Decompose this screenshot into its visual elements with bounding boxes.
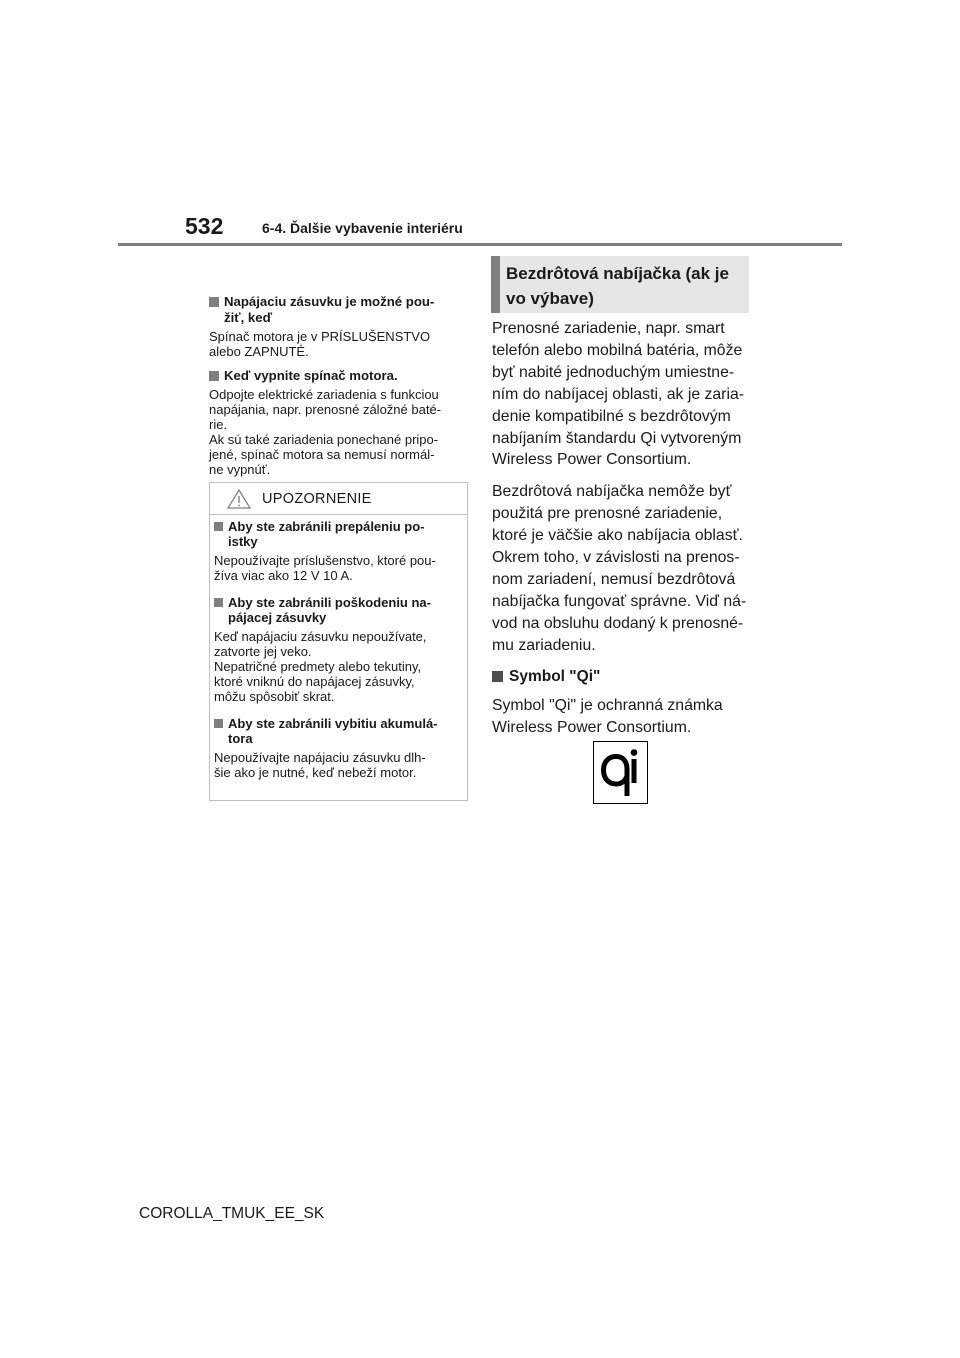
section-title: 6-4. Ďalšie vybavenie interiéru <box>262 220 463 236</box>
left-column <box>209 294 469 477</box>
paragraph: Odpojte elektrické zariadenia s funkciou napájania, napr. prenosné záložné baté- rie. Ak sú také zariadenia ponechané pripo- jené, spínač motora sa nemusí normál- ne vypnúť. <box>209 387 442 477</box>
subheading-text: Napájaciu zásuvku je možné pou- žiť, keď <box>224 294 435 325</box>
paragraph: Bezdrôtová nabíjačka nemôže byť použitá pre prenosné zariadenie, ktoré je väčšie ako nabíjacia oblasť. Okrem toho, v závislosti na prenos- nom zariadení, nemusí bezdrôtová nabíjačka fungovať správne. Viď ná- vod na obsluhu dodaný k prenosné- mu zariadeniu. <box>492 483 747 654</box>
warning-subheading-text: Aby ste zabránili poškodeniu na- pájacej zásuvky <box>228 595 431 625</box>
qi-logo-icon <box>594 742 647 803</box>
warning-paragraph: Keď napájaciu zásuvku nepoužívate, zatvorte jej veko. Nepatričné predmety alebo tekutiny, ktoré vniknú do napájacej zásuvky, môžu spôsobiť skrat. <box>214 629 427 704</box>
section-heading: Bezdrôtová nabíjačka (ak je vo výbave) <box>506 264 729 308</box>
subheading <box>492 667 754 687</box>
subheading <box>209 294 469 326</box>
subheading <box>209 368 469 384</box>
section-heading-box <box>491 256 749 313</box>
paragraph: Symbol "Qi" je ochranná známka Wireless Power Consortium. <box>492 696 723 736</box>
heading-accent-bar <box>491 256 500 313</box>
document-footer: COROLLA_TMUK_EE_SK <box>139 1205 325 1222</box>
warning-content <box>214 519 466 780</box>
warning-header <box>210 483 467 515</box>
header-divider <box>118 243 842 246</box>
warning-subheading <box>214 595 466 625</box>
warning-subheading-text: Aby ste zabránili vybitiu akumulá- tora <box>228 716 438 746</box>
warning-subheading <box>214 519 466 549</box>
right-column <box>492 318 754 738</box>
square-bullet-icon <box>214 598 223 607</box>
warning-subheading-text: Aby ste zabránili prepáleniu po- istky <box>228 519 425 549</box>
square-bullet-icon <box>209 297 219 307</box>
qi-logo-frame <box>593 741 648 804</box>
warning-triangle-icon <box>227 489 251 509</box>
subheading-text: Keď vypnite spínač motora. <box>224 368 398 383</box>
square-bullet-icon <box>492 671 503 682</box>
square-bullet-icon <box>214 719 223 728</box>
warning-subheading <box>214 716 466 746</box>
subheading-text: Symbol "Qi" <box>509 667 601 685</box>
paragraph: Prenosné zariadenie, napr. smart telefón alebo mobilná batéria, môže byť nabité jednoduchým umiestne- ním do nabíjacej oblasti, ak je zaria- denie kompatibilné s bezdrôtovým nabíjaním štandardu Qi vytvoreným Wireless Power Consortium. <box>492 320 745 469</box>
warning-box <box>209 482 468 801</box>
paragraph: Spínač motora je v PRÍSLUŠENSTVO alebo ZAPNUTÉ. <box>209 329 431 359</box>
warning-paragraph: Nepoužívajte príslušenstvo, ktoré pou- žíva viac ako 12 V 10 A. <box>214 553 436 583</box>
warning-paragraph: Nepoužívajte napájaciu zásuvku dlh- šie ako je nutné, keď nebeží motor. <box>214 750 426 780</box>
square-bullet-icon <box>209 371 219 381</box>
page-number: 532 <box>185 213 224 239</box>
warning-title: UPOZORNENIE <box>262 491 372 507</box>
square-bullet-icon <box>214 522 223 531</box>
